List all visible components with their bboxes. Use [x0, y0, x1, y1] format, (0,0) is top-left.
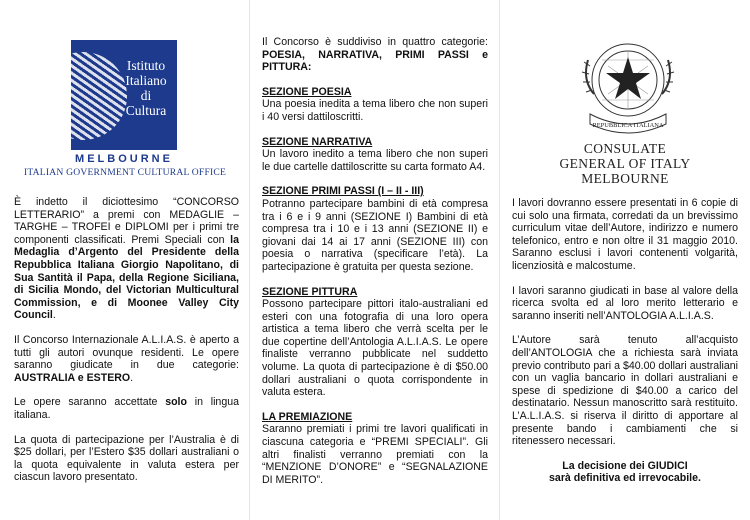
logo-subtitle: ITALIAN GOVERNMENT CULTURAL OFFICE — [23, 167, 227, 178]
submission-paragraph: I lavori dovranno essere presentati in 6 copie di cui solo una firmata, corredati da un brevissimo curriculum vitae dell’Autore, indirizzo e numero telefonico, entro e non oltre il 31 maggio 2010. Saranno esclusi i lavori contenenti volgarità, licenziosità e malcostume. — [512, 197, 738, 272]
language-paragraph: Le opere saranno accettate solo in lingua italiana. — [14, 396, 239, 421]
anthology-paragraph: L’Autore sarà tenuto all’acquisto dell’ANTOLOGIA che a richiesta sarà inviata previo contributo pari a $40.00 dollari australiani con un vaglia bancario in dollari australiani e spese di spedizione di $40.00 a carico del destinatario. Nessun manoscritto sarà restituito. L’A.L.I.A.S. si riserva il diritto di apportare al presente bando i cambiamenti che si ritenessero necessari. — [512, 334, 738, 448]
column-2-text — [262, 36, 488, 486]
section-title: SEZIONE NARRATIVA — [262, 135, 373, 148]
logo-city: MELBOURNE — [75, 153, 173, 165]
section-body: Un lavoro inedito a tema libero che non superi le due cartelle dattiloscritte su carta formato A4. — [262, 148, 488, 173]
fold-line-left — [249, 0, 250, 520]
section-title: LA PREMIAZIONE — [262, 410, 353, 423]
section-body: Potranno partecipare bambini di età compresa tra i 6 e i 9 anni (SEZIONE I) Bambini di età compresa tra i 10 e i 13 anni (SEZIONE II) e giovani dai 14 ai 17 anni (SEZIONE III) con poesia o narrativa (specificare l’età). La partecipazione è gratuita per questa sezione. — [262, 197, 488, 273]
italian-republic-emblem-icon — [572, 30, 684, 140]
fee-paragraph: La quota di partecipazione per l’Australia è di $25 dollari, per l’Estero $35 dollari australiani o la quota equivalente in valuta estera per ciascun lavoro presentato. — [14, 433, 239, 484]
section-body: Una poesia inedita a tema libero che non superi i 40 versi dattiloscritti. — [262, 98, 488, 123]
section-body: Possono partecipare pittori italo-australiani ed esteri con una fotografia di una loro opera artistica a tema libero che verrà scelta per le due copertine dell’Antologia A.L.I.A.S. Le opere finaliste verranno pubblicate nel suddetto volume. La quota di partecipazione è di $50.00 dollari australiani o quota corrispondente in valuta estera. — [262, 298, 488, 399]
section-title: SEZIONE POESIA — [262, 85, 352, 98]
column-1-text — [14, 196, 239, 484]
istituto-logo-text: Istituto Italiano di Cultura — [125, 58, 167, 118]
categories-intro: Il Concorso è suddiviso in quattro categorie: POESIA, NARRATIVA, PRIMI PASSI e PITTURA: — [262, 36, 488, 74]
international-paragraph: Il Concorso Internazionale A.L.I.A.S. è aperto a tutti gli autori ovunque residenti. Le opere saranno giudicate in due categorie: AUSTRALIA e ESTERO. — [14, 333, 239, 384]
section-body: Saranno premiati i primi tre lavori qualificati in ciascuna categoria e “PREMI SPECIALI”. Gli altri finalisti verranno premiati con la “MENZIONE D’ONORE” e “SEGNALAZIONE DI MERITO”. — [262, 423, 488, 486]
emblem-ribbon: REPUBBLICA ITALIANA — [592, 122, 664, 129]
intro-paragraph: È indetto il diciottesimo “CONCORSO LETTERARIO” a premi con MEDAGLIE – TARGHE – TROFEI e DIPLOMI per i primi tre componenti classificati. Premi Speciali con la Medaglia d’Argento del Presidente della Repubblica Italiana Giorgio Napolitano, di Sua Santità il Papa, della Regione Siciliana, di Sicilia Mondo, del Victorian Multicultural Commission, e di Moonee Valley City Council. — [14, 196, 239, 322]
consulate-heading: CONSULATE GENERAL OF ITALY MELBOURNE — [559, 141, 691, 186]
judging-paragraph: I lavori saranno giudicati in base al valore della ricerca svolta ed al loro merito letterario e saranno inseriti nell’ANTOLOGIA A.L.I.A.S. — [512, 284, 738, 322]
fold-line-right — [499, 0, 500, 520]
section-title: SEZIONE PRIMI PASSI (I – II - III) — [262, 185, 424, 198]
column-3-text — [512, 197, 738, 485]
istituto-logo — [71, 40, 177, 150]
section-title: SEZIONE PITTURA — [262, 285, 358, 298]
closing-statement: La decisione dei GIUDICI sarà definitiva ed irrevocabile. — [549, 459, 701, 485]
